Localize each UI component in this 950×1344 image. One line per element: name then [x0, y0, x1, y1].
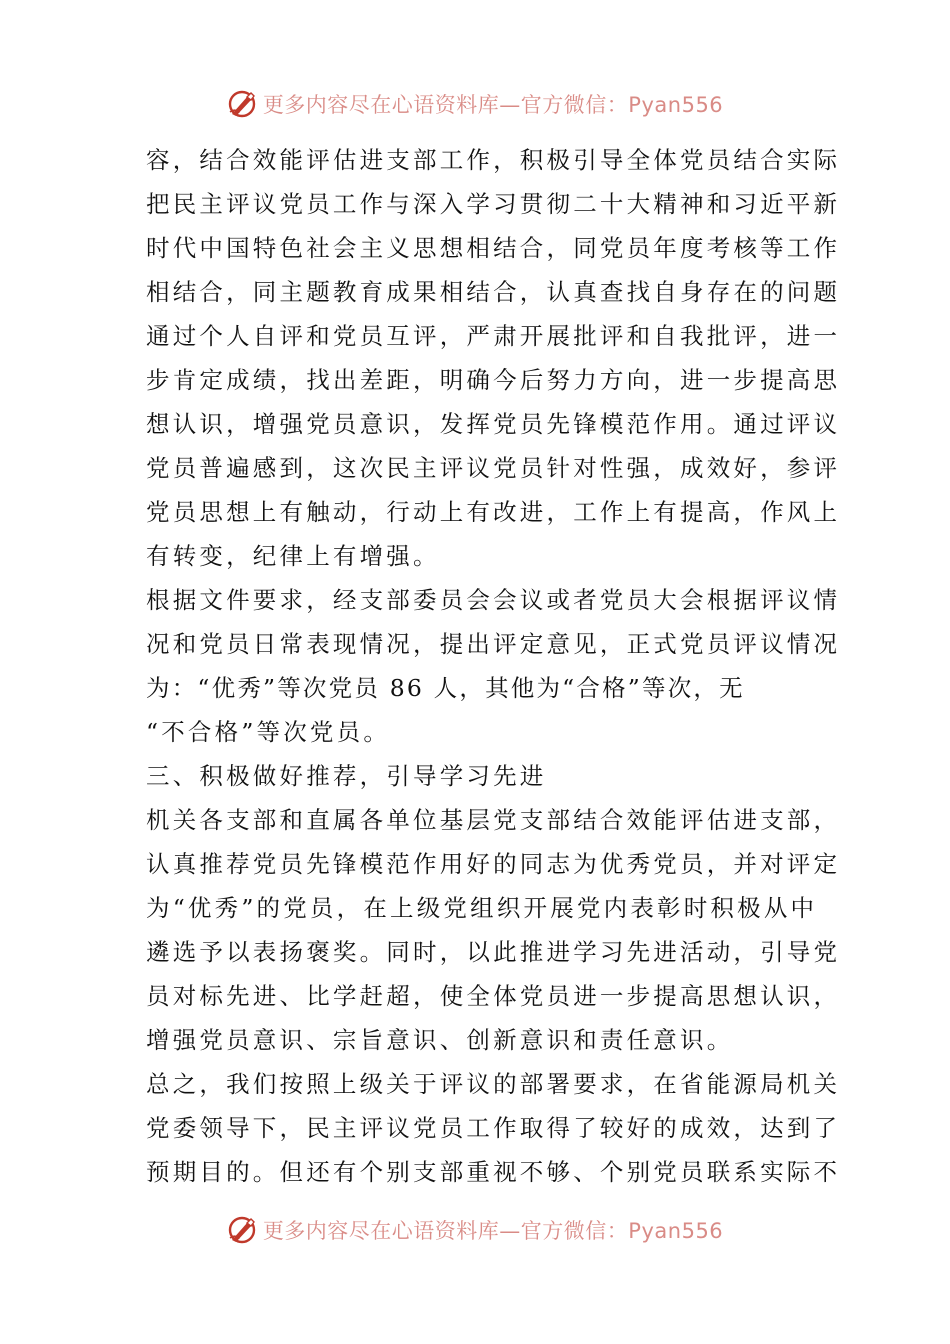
body-line: 员对标先进、比学赶超，使全体党员进一步提高思想认识，: [146, 982, 841, 1010]
section-heading: 三、积极做好推荐，引导学习先进: [146, 762, 547, 790]
body-line: 相结合，同主题教育成果相结合，认真查找自身存在的问题: [146, 278, 841, 306]
header-banner-text: 更多内容尽在心语资料库—官方微信：Pyan556: [262, 93, 724, 117]
body-line: 总之，我们按照上级关于评议的部署要求，在省能源局机关: [146, 1070, 841, 1098]
body-line: 遴选予以表扬褒奖。同时，以此推进学习先进活动，引导党: [146, 938, 841, 966]
body-line: 通过个人自评和党员互评，严肃开展批评和自我批评，进一: [146, 322, 841, 350]
header-banner: [0, 84, 950, 124]
document-body: [146, 138, 841, 1194]
body-line: “不合格”等次党员。: [146, 718, 391, 746]
pen-logo-icon: [227, 89, 257, 119]
body-line: 为“优秀”的党员，在上级党组织开展党内表彰时积极从中: [146, 894, 818, 922]
body-line: 想认识，增强党员意识，发挥党员先锋模范作用。通过评议: [146, 410, 841, 438]
body-line: 认真推荐党员先锋模范作用好的同志为优秀党员，并对评定: [146, 850, 841, 878]
footer-banner: [0, 1210, 950, 1250]
body-line: 增强党员意识、宗旨意识、创新意识和责任意识。: [146, 1026, 734, 1054]
body-line: 党员普遍感到，这次民主评议党员针对性强，成效好，参评: [146, 454, 841, 482]
body-line: 容，结合效能评估进支部工作，积极引导全体党员结合实际: [146, 146, 841, 174]
body-line: 党员思想上有触动，行动上有改进，工作上有提高，作风上: [146, 498, 841, 526]
body-line: 步肯定成绩，找出差距，明确今后努力方向，进一步提高思: [146, 366, 841, 394]
body-line: 党委领导下，民主评议党员工作取得了较好的成效，达到了: [146, 1114, 841, 1142]
body-line: 机关各支部和直属各单位基层党支部结合效能评估进支部，: [146, 806, 841, 834]
body-line: 预期目的。但还有个别支部重视不够、个别党员联系实际不: [146, 1158, 841, 1186]
footer-banner-text: 更多内容尽在心语资料库—官方微信：Pyan556: [262, 1219, 724, 1243]
body-line: 为：“优秀”等次党员 86 人，其他为“合格”等次，无: [146, 674, 745, 702]
body-line: 把民主评议党员工作与深入学习贯彻二十大精神和习近平新: [146, 190, 841, 218]
body-line: 根据文件要求，经支部委员会会议或者党员大会根据评议情: [146, 586, 841, 614]
body-line: 时代中国特色社会主义思想相结合，同党员年度考核等工作: [146, 234, 841, 262]
pen-logo-icon: [227, 1215, 257, 1245]
body-line: 况和党员日常表现情况，提出评定意见，正式党员评议情况: [146, 630, 841, 658]
body-line: 有转变，纪律上有增强。: [146, 542, 440, 570]
